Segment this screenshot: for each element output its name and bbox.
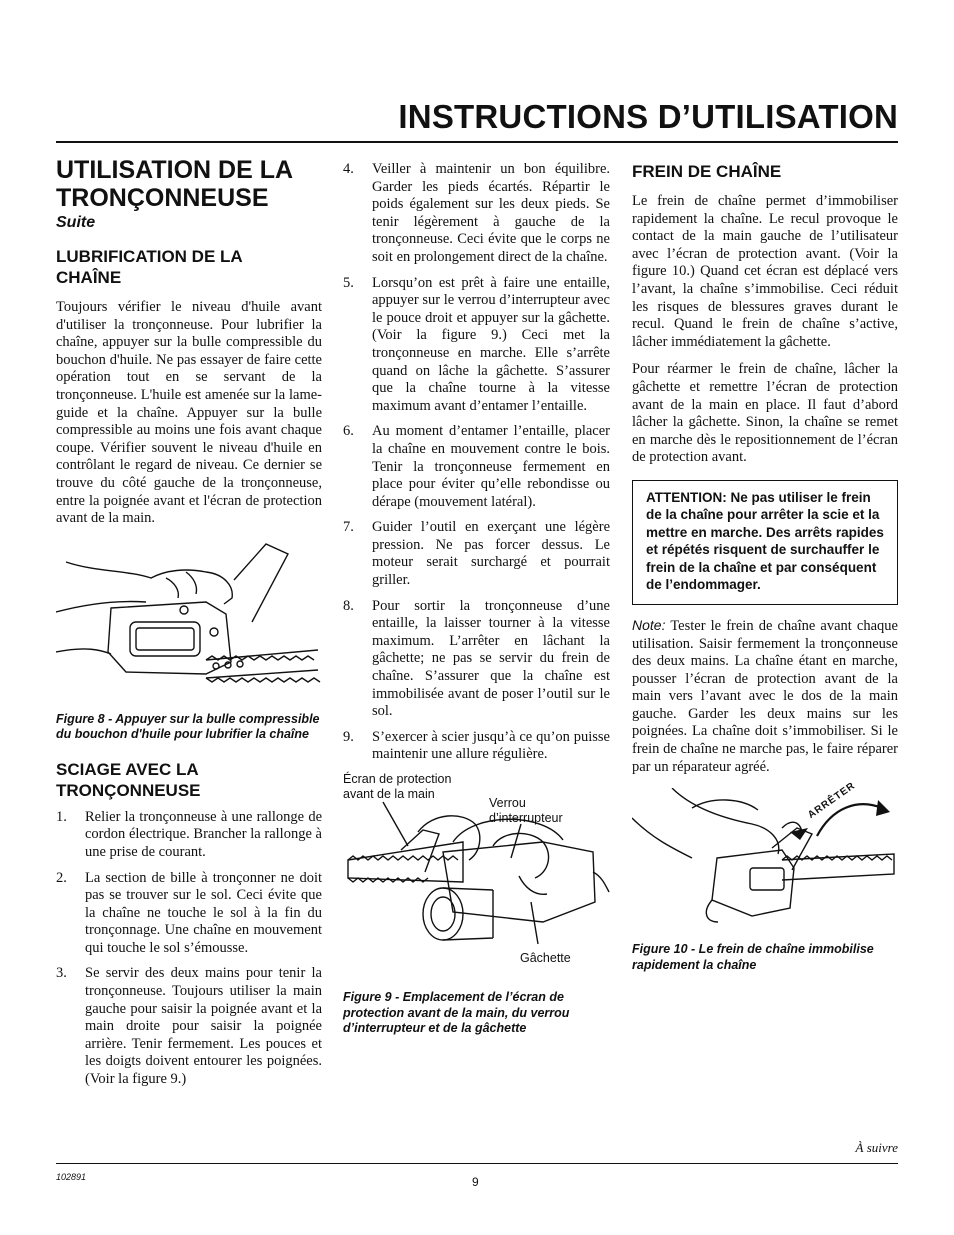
step-text: S’exercer à scier jusqu’à ce qu’on puisse maintenir une allure régulière. — [372, 728, 610, 763]
page-number: 9 — [472, 1175, 479, 1189]
step-number: 5. — [343, 274, 354, 291]
figure-10 — [632, 780, 898, 928]
list-item — [343, 598, 610, 721]
sciage-title-line2: TRONÇONNEUSE — [56, 780, 201, 800]
column-1 — [56, 156, 322, 1097]
step-number: 8. — [343, 597, 354, 614]
figure-9-illustration — [343, 772, 610, 952]
list-item — [343, 161, 610, 267]
section-title-line1: UTILISATION DE LA — [56, 156, 294, 184]
frein-title: FREIN DE CHAÎNE — [632, 162, 782, 181]
step-text: Pour sortir la tronçonneuse d’une entaille, la laisser tourner à la vitesse maximum. L’arrêter en lâchant la gâchette; ne pas se servir du frein de chaîne. S’assurer que la chaîne est immobilisée avant de poser l’outil sur le sol. — [372, 597, 610, 720]
fig9-ecran-line2: avant de la main — [343, 787, 435, 801]
frein-paragraph-1: Le frein de chaîne permet d’immobiliser rapidement la chaîne. Le recul provoque le contact de la main gauche de l’utilisateur avec l’écran de protection avant. (Voir la figure 10.) Quand cet écran est déplacé vers l’avant, la chaîne s’immobilise. Ceci réduit les risques de blessures graves durant le recul. Quand le frein de chaîne s’active, lâcher immédiatement la gâchette. — [632, 193, 898, 350]
section-title — [56, 156, 322, 212]
figure-8-illustration — [56, 542, 322, 702]
fig10-label-arreter: ARRÊTER — [806, 780, 858, 822]
sciage-title — [56, 759, 322, 801]
section-title-line2: TRONÇONNEUSE — [56, 184, 269, 212]
figure-10-illustration — [632, 788, 898, 928]
fig8-caption-line1: Figure 8 - Appuyer sur la bulle compressible — [56, 711, 320, 726]
list-item — [56, 870, 322, 958]
lubrification-text: Toujours vérifier le niveau d'huile avant d'utiliser la tronçonneuse. Pour lubrifier la chaîne, appuyer sur la bulle compressible du bouchon d'huile. Ne pas essayer de faire cette opération tout en se servant de la tronçonneuse. L'huile est amenée sur la lame-guide et la chaîne. Appuyer sur la bulle compressible au moins une fois avant chaque coupe. Vérifier souvent le niveau d'huile en contrôlant le regard de niveau. Ce dernier se trouve du côté gauche de la tronçonneuse, entre la poignée avant et l'écran de protection avant de la main. — [56, 299, 322, 527]
column-2 — [343, 156, 610, 1037]
fig9-label-gachette: Gâchette — [520, 951, 571, 965]
step-number: 3. — [56, 965, 67, 982]
figure-8 — [56, 542, 322, 702]
note-paragraph — [632, 617, 898, 776]
attention-box: ATTENTION: Ne pas utiliser le frein de la chaîne pour arrêter la scie et la mettre en marche. Des arrêts rapides et répétés risquent de surchauffer le frein de la chaîne et par conséquent de l’endommager. — [632, 480, 898, 605]
step-number: 4. — [343, 161, 354, 177]
step-number: 7. — [343, 519, 354, 536]
sciage-steps — [56, 809, 322, 1089]
list-item — [56, 809, 322, 862]
list-item — [343, 729, 610, 764]
step-text: Lorsqu’on est prêt à faire une entaille, appuyer sur le verrou d’interrupteur avec le pouce droit et appuyer sur la gâchette. (Voir la figure 9.) Ceci met la tronçonneuse en marche. Elle s’arrête quand on lâche la gâchette. S’assurer que la chaîne tourne à la vitesse maximum avant d’entamer l’entaille. — [372, 274, 610, 414]
fig9-verrou-line2: d’interrupteur — [489, 811, 563, 825]
step-text: Relier la tronçonneuse à une rallonge de cordon électrique. Brancher la rallonge à une prise de courant. — [85, 808, 322, 860]
frein-paragraph-2: Pour réarmer le frein de chaîne, lâcher la gâchette et remettre l’écran de protection avant de la main en place. Il faut d’abord lâcher la gâchette. Sinon, la chaîne se remet en marche dès le repositionnement de l’écran de protection avant. — [632, 361, 898, 466]
step-number: 6. — [343, 423, 354, 440]
column-3 — [632, 156, 898, 973]
list-item — [343, 423, 610, 511]
fig9-verrou-line1: Verrou — [489, 796, 526, 810]
lub-title-line1: LUBRIFICATION DE LA — [56, 247, 243, 266]
lubrification-title — [56, 246, 322, 288]
suite-label: Suite — [56, 214, 96, 231]
figure-9 — [343, 772, 610, 972]
step-text: Se servir des deux mains pour tenir la tronçonneuse. Toujours utiliser la main gauche pour saisir la poignée avant et la main droite pour saisir la poignée arrière. Tenir fermement. Les pouces et les doigts doivent entourer les poignées. (Voir la figure 9.) — [85, 965, 322, 1088]
step-text: Au moment d’entamer l’entaille, placer la chaîne en mouvement contre le bois. Tenir la tronçonneuse fermement en place pour éviter qu’elle rebondisse ou dérape (mouvement latéral). — [372, 423, 610, 510]
note-text: Tester le frein de chaîne avant chaque utilisation. Saisir fermement la tronçonneuse des deux mains. La chaîne étant en marche, pousser l’écran de protection avant de la main vers l’avant avec le dos de la main gauche. Garder les deux mains sur les poignées. La chaîne doit s’immobiliser. Si le frein de chaîne ne marche pas, le faire réparer par un réparateur agréé. — [632, 617, 898, 775]
fig9-ecran-line1: Écran de protection — [343, 772, 452, 786]
list-item — [343, 519, 610, 589]
step-text: Veiller à maintenir un bon équilibre. Garder les pieds écartés. Répartir le poids également sur les deux pieds. Se tenir légèrement à gauche de la tronçonneuse. Ceci évite que le corps ne soit en prolongement direct de la chaîne. — [372, 161, 610, 265]
figure-8-caption — [56, 712, 322, 743]
fig8-caption-line2: du bouchon d'huile pour lubrifier la chaîne — [56, 727, 309, 742]
a-suivre: À suivre — [855, 1140, 898, 1155]
step-text: Guider l’outil en exerçant une légère pression. Ne pas forcer dessus. Le moteur serait surchargé et pourrait griller. — [372, 519, 610, 589]
list-item — [56, 965, 322, 1088]
sciage-steps-continued — [343, 161, 610, 764]
list-item — [343, 275, 610, 416]
figure-10-caption: Figure 10 - Le frein de chaîne immobilise rapidement la chaîne — [632, 942, 874, 972]
figure-9-caption: Figure 9 - Emplacement de l’écran de protection avant de la main, du verrou d’interrupteur et de la gâchette — [343, 990, 570, 1035]
title-rule — [56, 141, 898, 143]
lub-title-line2: CHAÎNE — [56, 268, 122, 287]
note-label: Note: — [632, 616, 666, 633]
step-number: 1. — [56, 808, 67, 825]
footer-rule — [56, 1163, 898, 1164]
document-number: 102891 — [56, 1172, 87, 1182]
step-text: La section de bille à tronçonner ne doit pas se trouver sur le sol. Ceci évite que la chaîne ne touche le sol à la fin du tronçonnage. Une chaîne en mouvement qui touche le sol s’émousse. — [85, 869, 322, 956]
step-number: 2. — [56, 869, 67, 886]
page-title: INSTRUCTIONS D’UTILISATION — [398, 98, 898, 135]
sciage-title-line1: SCIAGE AVEC LA — [56, 759, 199, 779]
step-number: 9. — [343, 728, 354, 745]
